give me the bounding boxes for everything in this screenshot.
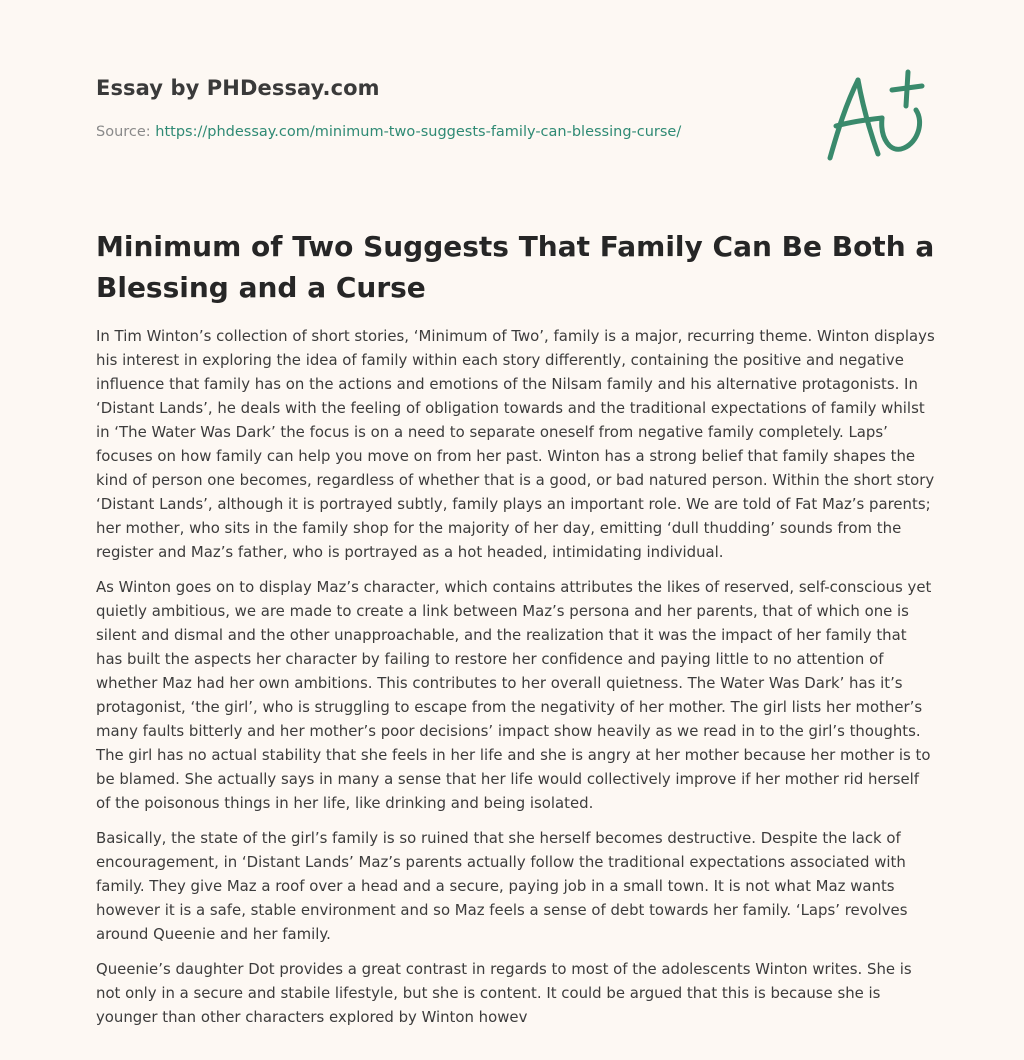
essay-body bbox=[96, 324, 936, 1040]
a-plus-logo-icon bbox=[820, 68, 930, 164]
source-line bbox=[96, 124, 681, 140]
essay-paragraph: In Tim Winton’s collection of short stories, ‘Minimum of Two’, family is a major, recurring theme. Winton displays his interest in exploring the idea of family within each story differently, containing the positive and negative influence that family has on the actions and emotions of the Nilsam family and his alternative protagonists. In ‘Distant Lands’, he deals with the feeling of obligation towards and the traditional expectations of family whilst in ‘The Water Was Dark’ the focus is on a need to separate oneself from negative family completely. Laps’ focuses on how family can help you move on from her past. Winton has a strong belief that family shapes the kind of person one becomes, regardless of whether that is a good, or bad natured person. Within the short story ‘Distant Lands’, although it is portrayed subtly, family plays an important role. We are told of Fat Maz’s parents; her mother, who sits in the family shop for the majority of her day, emitting ‘dull thudding’ sounds from the register and Maz’s father, who is portrayed as a hot headed, intimidating individual. bbox=[96, 327, 935, 561]
source-label: Source: bbox=[96, 124, 151, 140]
essay-title: Minimum of Two Suggests That Family Can Be Both a Blessing and a Curse bbox=[96, 230, 935, 304]
essay-paragraph: Queenie’s daughter Dot provides a great contrast in regards to most of the adolescents Winton writes. She is not only in a secure and stabile lifestyle, but she is content. It could be argued that this is because she is younger than other characters explored by Winton howev bbox=[96, 960, 912, 1026]
source-link[interactable]: https://phdessay.com/minimum-two-suggests-family-can-blessing-curse/ bbox=[155, 124, 682, 140]
essay-paragraph: Basically, the state of the girl’s family is so ruined that she herself becomes destructive. Despite the lack of encouragement, in ‘Distant Lands’ Maz’s parents actually follow the traditional expectations associated with family. They give Maz a roof over a head and a secure, paying job in a small town. It is not what Maz wants however it is a safe, stable environment and so Maz feels a sense of debt towards her family. ‘Laps’ revolves around Queenie and her family. bbox=[96, 829, 908, 943]
site-title: Essay by PHDessay.com bbox=[96, 76, 380, 100]
essay-paragraph: As Winton goes on to display Maz’s character, which contains attributes the likes of reserved, self-conscious yet quietly ambitious, we are made to create a link between Maz’s persona and her parents, that of which one is silent and dismal and the other unapproachable, and the realization that it was the impact of her family that has built the aspects her character by failing to restore her confidence and paying little to no attention of whether Maz had her own ambitions. This contributes to her overall quietness. The Water Was Dark’ has it’s protagonist, ‘the girl’, who is struggling to escape from the negativity of her mother. The girl lists her mother’s many faults bitterly and her mother’s poor decisions’ impact show heavily as we read in to the girl’s thoughts. The girl has no actual stability that she feels in her life and she is angry at her mother because her mother is to be blamed. She actually says in many a sense that her life would collectively improve if her mother rid herself of the poisonous things in her life, like drinking and being isolated. bbox=[96, 578, 932, 812]
